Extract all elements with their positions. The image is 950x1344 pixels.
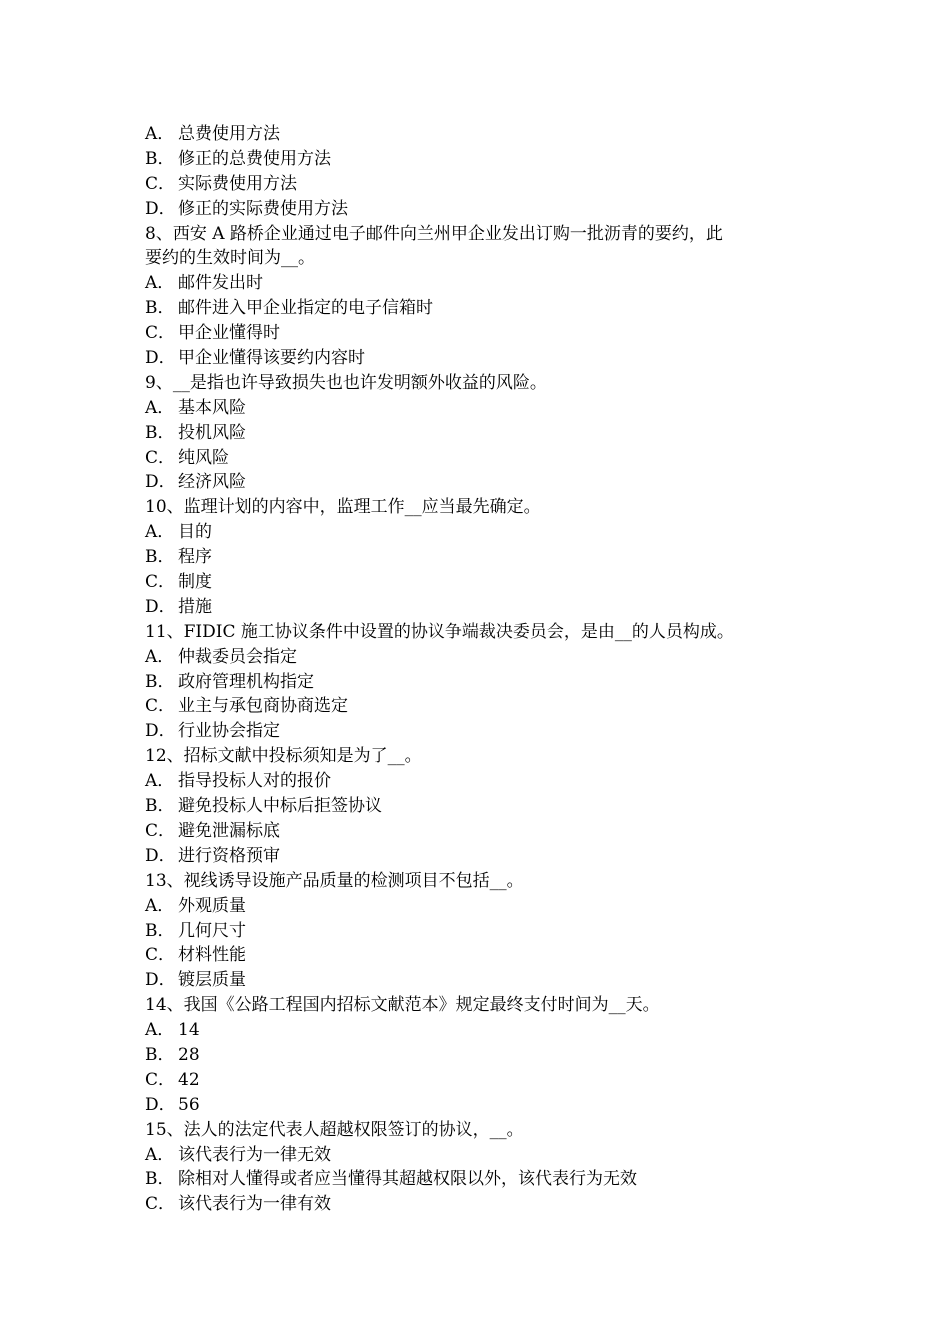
answer-option — [145, 694, 825, 719]
document-page — [145, 122, 825, 1217]
answer-option — [145, 321, 825, 346]
option-text: 避免投标人中标后拒签协议 — [178, 796, 382, 817]
option-letter: B． — [145, 1044, 175, 1065]
option-letter: C． — [145, 173, 176, 194]
question-text: 11、FIDIC 施工协议条件中设置的协议争端裁决委员会，是由__的人员构成。 — [145, 621, 734, 642]
answer-option — [145, 1043, 825, 1068]
answer-option — [145, 396, 825, 421]
option-text: 业主与承包商协商选定 — [178, 696, 348, 717]
option-letter: C． — [145, 945, 176, 966]
option-letter: D． — [145, 721, 176, 742]
answer-option — [145, 296, 825, 321]
option-text: 投机风险 — [178, 422, 246, 443]
option-text: 避免泄漏标底 — [178, 820, 280, 841]
answer-option — [145, 172, 825, 197]
option-text: 镀层质量 — [178, 970, 246, 991]
option-text: 修正的总费使用方法 — [178, 148, 331, 169]
answer-option — [145, 595, 825, 620]
question-text: 10、监理计划的内容中，监理工作__应当最先确定。 — [145, 497, 541, 518]
option-text: 14 — [178, 1020, 200, 1041]
option-text: 56 — [178, 1094, 200, 1115]
answer-option — [145, 894, 825, 919]
option-letter: A． — [145, 1020, 175, 1041]
answer-option — [145, 719, 825, 744]
question-text: 9、__是指也许导致损失也也许发明额外收益的风险。 — [145, 372, 547, 393]
option-text: 目的 — [178, 522, 212, 543]
answer-option — [145, 446, 825, 471]
answer-option — [145, 470, 825, 495]
option-text: 仲裁委员会指定 — [178, 646, 297, 667]
option-letter: B． — [145, 671, 175, 692]
answer-option — [145, 943, 825, 968]
option-letter: B． — [145, 1169, 175, 1190]
answer-option — [145, 919, 825, 944]
question-text: 8、西安 A 路桥企业通过电子邮件向兰州甲企业发出订购一批沥青的要约，此 — [145, 223, 723, 244]
option-text: 进行资格预审 — [178, 845, 280, 866]
option-letter: C． — [145, 820, 176, 841]
question-text: 15、法人的法定代表人超越权限签订的协议，__。 — [145, 1119, 524, 1140]
option-letter: A． — [145, 646, 175, 667]
option-text: 几何尺寸 — [178, 920, 246, 941]
answer-option — [145, 421, 825, 446]
option-text: 经济风险 — [178, 472, 246, 493]
option-text: 行业协会指定 — [178, 721, 280, 742]
option-letter: A． — [145, 1144, 175, 1165]
option-letter: A． — [145, 124, 175, 144]
option-letter: B． — [145, 298, 175, 319]
option-letter: C． — [145, 696, 176, 717]
option-letter: B． — [145, 148, 175, 169]
option-text: 除相对人懂得或者应当懂得其超越权限以外，该代表行为无效 — [178, 1169, 637, 1190]
option-text: 程序 — [178, 547, 212, 568]
option-text: 甲企业懂得时 — [178, 323, 280, 344]
answer-option — [145, 1143, 825, 1168]
option-text: 措施 — [178, 596, 212, 617]
option-letter: A． — [145, 895, 175, 916]
option-letter: C． — [145, 1194, 176, 1215]
option-letter: C． — [145, 323, 176, 344]
option-letter: C． — [145, 1069, 176, 1090]
option-text: 邮件进入甲企业指定的电子信箱时 — [178, 298, 433, 319]
option-text: 纯风险 — [178, 447, 229, 468]
answer-option — [145, 968, 825, 993]
option-letter: B． — [145, 796, 175, 817]
answer-option — [145, 794, 825, 819]
answer-option — [145, 819, 825, 844]
option-text: 该代表行为一律有效 — [178, 1194, 331, 1215]
option-text: 42 — [178, 1069, 200, 1090]
answer-option — [145, 271, 825, 296]
option-letter: A． — [145, 771, 175, 792]
answer-option — [145, 1192, 825, 1217]
option-letter: C． — [145, 572, 176, 593]
answer-option — [145, 520, 825, 545]
option-text: 该代表行为一律无效 — [178, 1144, 331, 1165]
option-text: 指导投标人对的报价 — [178, 771, 331, 792]
option-letter: A． — [145, 273, 175, 294]
answer-option — [145, 346, 825, 371]
option-text: 总费使用方法 — [178, 124, 280, 144]
option-text: 材料性能 — [178, 945, 246, 966]
answer-option — [145, 570, 825, 595]
option-letter: D． — [145, 472, 176, 493]
option-letter: B． — [145, 547, 175, 568]
option-letter: D． — [145, 1094, 176, 1115]
answer-option — [145, 645, 825, 670]
answer-option — [145, 197, 825, 222]
option-letter: B． — [145, 422, 175, 443]
answer-option — [145, 545, 825, 570]
question-text: 14、我国《公路工程国内招标文献范本》规定最终支付时间为__天。 — [145, 995, 660, 1016]
answer-option — [145, 1167, 825, 1192]
option-text: 28 — [178, 1044, 200, 1065]
option-letter: D． — [145, 198, 176, 219]
option-text: 甲企业懂得该要约内容时 — [178, 348, 365, 369]
option-letter: D． — [145, 845, 176, 866]
option-text: 外观质量 — [178, 895, 246, 916]
option-letter: A． — [145, 522, 175, 543]
answer-option — [145, 147, 825, 172]
answer-option — [145, 1018, 825, 1043]
option-letter: D． — [145, 348, 176, 369]
option-letter: D． — [145, 970, 176, 991]
answer-option — [145, 1068, 825, 1093]
answer-option — [145, 1093, 825, 1118]
option-letter: A． — [145, 397, 175, 418]
answer-option — [145, 769, 825, 794]
answer-option — [145, 122, 825, 147]
question-text: 13、视线诱导设施产品质量的检测项目不包括__。 — [145, 870, 524, 891]
option-letter: B． — [145, 920, 175, 941]
option-text: 修正的实际费使用方法 — [178, 198, 348, 219]
option-text: 基本风险 — [178, 397, 246, 418]
option-text: 邮件发出时 — [178, 273, 263, 294]
question-text: 要约的生效时间为__。 — [145, 248, 315, 269]
option-text: 政府管理机构指定 — [178, 671, 314, 692]
option-text: 实际费使用方法 — [178, 173, 297, 194]
answer-option — [145, 844, 825, 869]
question-text: 12、招标文献中投标须知是为了__。 — [145, 746, 422, 767]
option-letter: D． — [145, 596, 176, 617]
option-letter: C． — [145, 447, 176, 468]
answer-option — [145, 670, 825, 695]
option-text: 制度 — [178, 572, 212, 593]
